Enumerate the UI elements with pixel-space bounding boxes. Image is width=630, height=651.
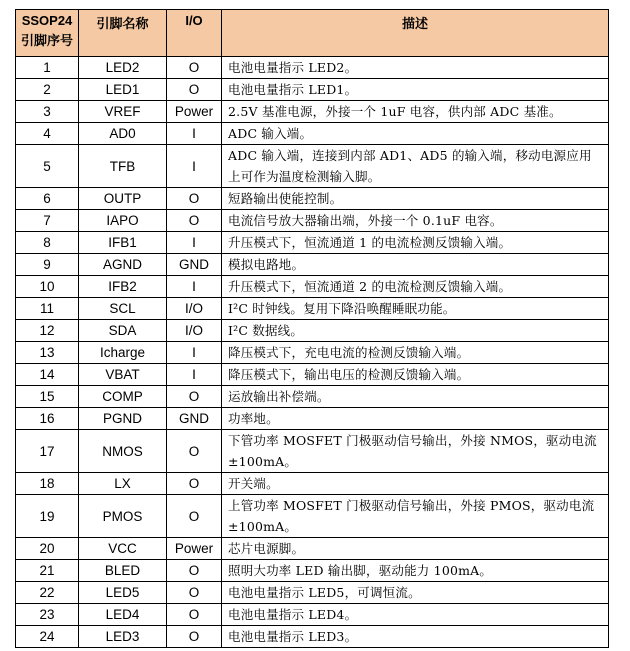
io-cell: I <box>167 364 222 386</box>
description-cell: 功率地。 <box>222 408 609 430</box>
description-cell: 照明大功率 LED 输出脚，驱动能力 100mA。 <box>222 560 609 582</box>
pin-name-cell: LED3 <box>79 626 167 648</box>
description-cell: 上管功率 MOSFET 门极驱动信号输出，外接 PMOS，驱动电流±100mA。 <box>222 495 609 538</box>
io-cell: O <box>167 210 222 232</box>
pin-name-cell: SDA <box>79 320 167 342</box>
description-cell: 降压模式下，输出电压的检测反馈输入端。 <box>222 364 609 386</box>
pin-name-cell: PMOS <box>79 495 167 538</box>
io-cell: I <box>167 123 222 145</box>
description-cell: 下管功率 MOSFET 门极驱动信号输出，外接 NMOS，驱动电流±100mA。 <box>222 430 609 473</box>
io-cell: O <box>167 57 222 79</box>
pin-number-cell: 19 <box>16 495 79 538</box>
table-header-row <box>16 10 609 57</box>
description-cell: ADC 输入端。 <box>222 123 609 145</box>
io-cell: I <box>167 232 222 254</box>
table-row <box>16 560 609 582</box>
table-row <box>16 276 609 298</box>
io-cell: I <box>167 342 222 364</box>
table-row <box>16 386 609 408</box>
header-pin-number <box>16 10 79 57</box>
description-cell: 电池电量指示 LED3。 <box>222 626 609 648</box>
io-cell: O <box>167 582 222 604</box>
pin-number-cell: 20 <box>16 538 79 560</box>
pin-name-cell: SCL <box>79 298 167 320</box>
pin-number-cell: 1 <box>16 57 79 79</box>
description-cell: 芯片电源脚。 <box>222 538 609 560</box>
table-row <box>16 210 609 232</box>
pin-name-cell: LX <box>79 473 167 495</box>
table-row <box>16 79 609 101</box>
table-row <box>16 123 609 145</box>
io-cell: O <box>167 386 222 408</box>
pin-name-cell: IFB2 <box>79 276 167 298</box>
description-cell: 短路输出使能控制。 <box>222 188 609 210</box>
description-cell: 降压模式下，充电电流的检测反馈输入端。 <box>222 342 609 364</box>
table-row <box>16 604 609 626</box>
pin-name-cell: IFB1 <box>79 232 167 254</box>
table-row <box>16 298 609 320</box>
pin-number-cell: 13 <box>16 342 79 364</box>
pin-number-cell: 6 <box>16 188 79 210</box>
table-row <box>16 342 609 364</box>
pin-name-cell: TFB <box>79 145 167 188</box>
table-row <box>16 188 609 210</box>
pin-number-cell: 3 <box>16 101 79 123</box>
io-cell: Power <box>167 538 222 560</box>
description-cell: ADC 输入端，连接到内部 AD1、AD5 的输入端，移动电源应用上可作为温度检测输入脚。 <box>222 145 609 188</box>
table-body <box>16 57 609 648</box>
table-row <box>16 320 609 342</box>
header-io: I/O <box>167 10 222 57</box>
pin-number-cell: 4 <box>16 123 79 145</box>
pin-number-cell: 21 <box>16 560 79 582</box>
io-cell: I/O <box>167 320 222 342</box>
description-cell: I²C 时钟线。复用下降沿唤醒睡眠功能。 <box>222 298 609 320</box>
pin-number-cell: 14 <box>16 364 79 386</box>
table-row <box>16 101 609 123</box>
pin-number-cell: 22 <box>16 582 79 604</box>
pin-name-cell: OUTP <box>79 188 167 210</box>
pin-description-table <box>15 9 609 648</box>
io-cell: O <box>167 430 222 473</box>
io-cell: O <box>167 79 222 101</box>
table-row <box>16 473 609 495</box>
header-pin-name: 引脚名称 <box>79 10 167 57</box>
pin-number-cell: 9 <box>16 254 79 276</box>
table-row <box>16 364 609 386</box>
description-cell: I²C 数据线。 <box>222 320 609 342</box>
pin-name-cell: PGND <box>79 408 167 430</box>
description-cell: 电池电量指示 LED4。 <box>222 604 609 626</box>
description-cell: 模拟电路地。 <box>222 254 609 276</box>
io-cell: I <box>167 276 222 298</box>
pin-number-cell: 11 <box>16 298 79 320</box>
pin-name-cell: LED5 <box>79 582 167 604</box>
pin-name-cell: AD0 <box>79 123 167 145</box>
description-cell: 电池电量指示 LED2。 <box>222 57 609 79</box>
pin-name-cell: AGND <box>79 254 167 276</box>
pin-name-cell: NMOS <box>79 430 167 473</box>
table-row <box>16 582 609 604</box>
io-cell: GND <box>167 254 222 276</box>
io-cell: I <box>167 145 222 188</box>
description-cell: 电池电量指示 LED5，可调恒流。 <box>222 582 609 604</box>
pin-number-cell: 16 <box>16 408 79 430</box>
table-row <box>16 232 609 254</box>
description-cell: 电流信号放大器输出端，外接一个 0.1uF 电容。 <box>222 210 609 232</box>
table-row <box>16 145 609 188</box>
header-pin-number-label: SSOP24 引脚序号 <box>20 13 73 48</box>
io-cell: Power <box>167 101 222 123</box>
pin-number-cell: 18 <box>16 473 79 495</box>
table-row <box>16 254 609 276</box>
io-cell: O <box>167 604 222 626</box>
pin-name-cell: VCC <box>79 538 167 560</box>
pin-number-cell: 10 <box>16 276 79 298</box>
description-cell: 运放输出补偿端。 <box>222 386 609 408</box>
pin-number-cell: 7 <box>16 210 79 232</box>
description-cell: 2.5V 基准电源，外接一个 1uF 电容，供内部 ADC 基准。 <box>222 101 609 123</box>
pin-number-cell: 5 <box>16 145 79 188</box>
io-cell: I/O <box>167 298 222 320</box>
pin-name-cell: LED2 <box>79 57 167 79</box>
table-row <box>16 57 609 79</box>
io-cell: GND <box>167 408 222 430</box>
pin-number-cell: 17 <box>16 430 79 473</box>
description-cell: 开关端。 <box>222 473 609 495</box>
io-cell: O <box>167 560 222 582</box>
pin-number-cell: 12 <box>16 320 79 342</box>
description-cell: 升压模式下，恒流通道 2 的电流检测反馈输入端。 <box>222 276 609 298</box>
pin-name-cell: Icharge <box>79 342 167 364</box>
table-row <box>16 430 609 473</box>
table-row <box>16 626 609 648</box>
pin-number-cell: 8 <box>16 232 79 254</box>
io-cell: O <box>167 473 222 495</box>
pin-number-cell: 15 <box>16 386 79 408</box>
description-cell: 电池电量指示 LED1。 <box>222 79 609 101</box>
pin-number-cell: 23 <box>16 604 79 626</box>
table-row <box>16 538 609 560</box>
pin-name-cell: LED4 <box>79 604 167 626</box>
io-cell: O <box>167 626 222 648</box>
pin-number-cell: 24 <box>16 626 79 648</box>
pin-name-cell: COMP <box>79 386 167 408</box>
io-cell: O <box>167 188 222 210</box>
header-description: 描述 <box>222 10 609 57</box>
pin-name-cell: VREF <box>79 101 167 123</box>
pin-name-cell: LED1 <box>79 79 167 101</box>
description-cell: 升压模式下，恒流通道 1 的电流检测反馈输入端。 <box>222 232 609 254</box>
table-row <box>16 408 609 430</box>
table-row <box>16 495 609 538</box>
pin-name-cell: VBAT <box>79 364 167 386</box>
pin-number-cell: 2 <box>16 79 79 101</box>
pin-name-cell: BLED <box>79 560 167 582</box>
pin-name-cell: IAPO <box>79 210 167 232</box>
io-cell: O <box>167 495 222 538</box>
